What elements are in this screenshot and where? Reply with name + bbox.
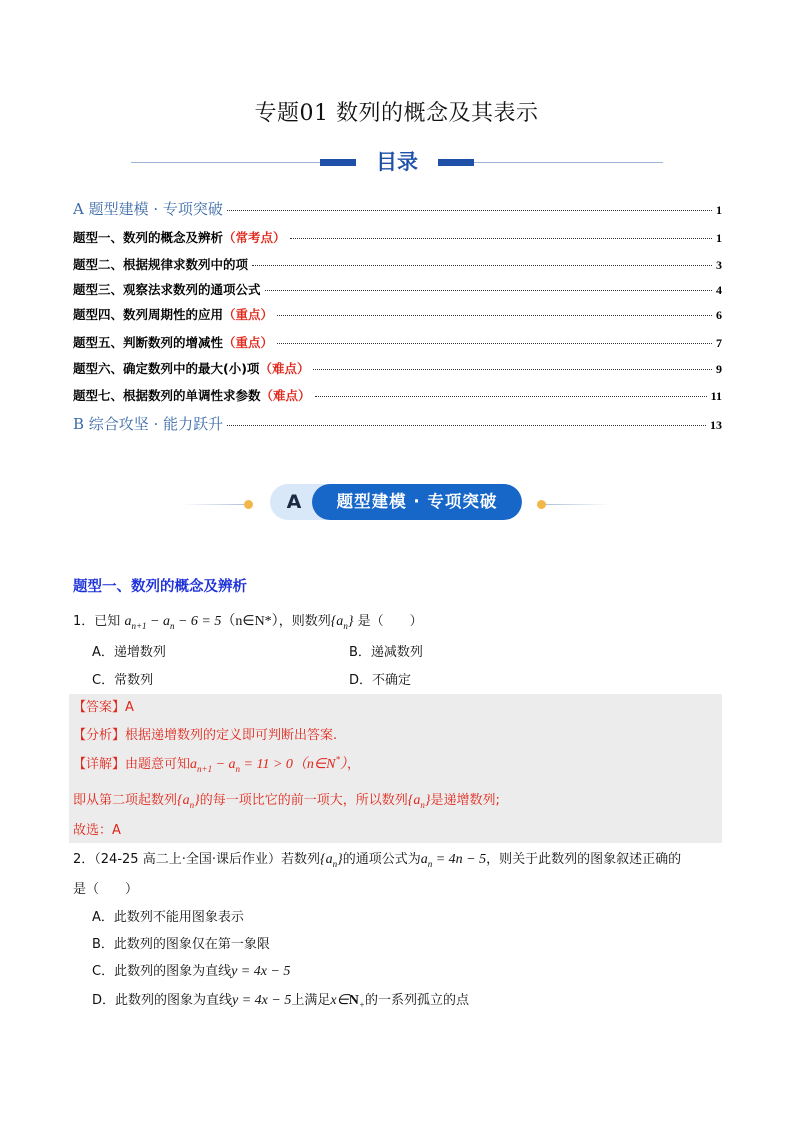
- toc-heading: 目录: [356, 146, 438, 176]
- toc-item-tag: （难点）: [260, 388, 311, 403]
- toc-leader-dots: [290, 238, 712, 239]
- q1-answer: 【答案】A: [73, 700, 134, 715]
- toc-page-number: 6: [716, 308, 722, 322]
- toc-leader-dots: [315, 396, 707, 397]
- question-2-stem: [73, 848, 681, 869]
- q1-detail-pre: 【详解】由题意可知: [73, 757, 191, 772]
- toc-item-label: B 综合攻坚 · 能力跃升: [73, 415, 224, 433]
- q1-analysis: 【分析】根据递增数列的定义即可判断出答案.: [73, 728, 338, 743]
- q1-formula: $a_{n+1} - a_n - 6 = 5$: [124, 614, 222, 631]
- q1-cond: （n∈N*）: [221, 614, 279, 629]
- q2-line2: 是（ ）: [73, 882, 139, 897]
- toc-item-label: 题型一、数列的概念及辨析: [73, 230, 224, 245]
- toc-leader-dots: [277, 343, 712, 344]
- line-formula: y = 4x − 5: [231, 964, 291, 979]
- question-number: 1．: [73, 614, 95, 629]
- q1-detail: 【详解】由题意可知$a_{n+1} - a_n = 11$ > 0（n∈N*），: [73, 754, 360, 774]
- toc-item-label: 题型七、根据数列的单调性求参数: [73, 388, 261, 403]
- question-1-stem: [73, 610, 423, 631]
- toc-item-label: 题型六、确定数列中的最大(小)项: [73, 361, 260, 376]
- question-number: 2．: [73, 852, 95, 867]
- q1-option-b: B．递减数列: [349, 645, 423, 660]
- toc-item[interactable]: [73, 255, 722, 273]
- q2-option-d: [92, 989, 469, 1010]
- banner-dot-right: [537, 500, 546, 509]
- toc-item-tag: （重点）: [223, 335, 274, 350]
- q2-option-d-mid: 上满足: [291, 993, 331, 1008]
- q2-option-d-post: 的一系列孤立的点: [364, 993, 469, 1008]
- q2-source: （24-25 高二上·全国·课后作业）若数列: [94, 852, 320, 867]
- toc-item-tag: （常考点）: [223, 230, 286, 245]
- toc-leader-dots: [313, 369, 712, 370]
- toc-page-number: 9: [716, 362, 722, 376]
- sequence-symbol: $\{a_n\}$: [407, 793, 431, 810]
- banner-line-right: [545, 504, 611, 505]
- banner-dot-left: [244, 500, 253, 509]
- toc-divider-left: [131, 162, 320, 163]
- toc-page-number: 13: [710, 418, 722, 432]
- toc-page-number: 4: [716, 283, 722, 297]
- q1-pre: 已知: [94, 614, 121, 629]
- toc-page-number: 7: [716, 336, 722, 350]
- sequence-symbol: $\{a_n\}$: [177, 793, 200, 810]
- sequence-symbol: $\{a_n\}$: [330, 614, 354, 631]
- toc-item-label: 题型二、根据规律求数列中的项: [73, 257, 249, 272]
- banner-text: 题型建模 · 专项突破: [312, 484, 522, 520]
- toc-item[interactable]: [73, 198, 722, 219]
- toc-page-number: 1: [716, 231, 722, 245]
- banner-letter: A: [286, 491, 302, 513]
- q1-option-a: A．递增数列: [92, 645, 166, 660]
- toc-item-label: 题型四、数列周期性的应用: [73, 307, 224, 322]
- toc-page-number: 11: [710, 389, 722, 403]
- page-title: 专题01 数列的概念及其表示: [254, 101, 539, 126]
- q1-detail-formula: $a_{n+1} - a_n = 11$ > 0（n∈N*）: [190, 754, 347, 774]
- q2-option-b: B．此数列的图象仅在第一象限: [92, 937, 270, 952]
- q1-detail-a: 即从第二项起数列: [73, 793, 178, 808]
- toc-item-tag: （难点）: [259, 361, 310, 376]
- toc-leader-dots: [277, 315, 712, 316]
- sequence-symbol: $\{a_n\}$: [319, 852, 343, 869]
- section-banner: [270, 484, 522, 520]
- toc-leader-dots: [227, 425, 706, 426]
- toc-item[interactable]: [73, 359, 722, 377]
- toc-leader-dots: [252, 265, 712, 266]
- toc-page-number: 1: [716, 203, 722, 217]
- toc-leader-dots: [227, 210, 712, 211]
- banner-line-left: [182, 504, 248, 505]
- q2-post: ，则关于此数列的图象叙述正确的: [486, 852, 682, 867]
- section-title: 题型一、数列的概念及辨析: [73, 579, 247, 595]
- toc-item[interactable]: [73, 228, 722, 246]
- toc-divider-right: [474, 162, 663, 163]
- toc-item[interactable]: [73, 413, 722, 434]
- q2-option-c: [92, 960, 290, 980]
- toc-item-label: A 题型建模 · 专项突破: [73, 200, 223, 218]
- domain-formula: $x\in N_+$: [330, 993, 365, 1010]
- q1-option-c: C．常数列: [92, 673, 154, 688]
- toc-item[interactable]: [73, 333, 722, 351]
- q2-option-d-text: D．此数列的图象为直线: [92, 993, 233, 1008]
- toc-item[interactable]: [73, 305, 722, 323]
- q2-option-c-text: C．此数列的图象为直线: [92, 964, 232, 979]
- q1-option-d: D．不确定: [349, 673, 412, 688]
- toc-page-number: 3: [716, 258, 722, 272]
- toc-leader-dots: [265, 290, 712, 291]
- q1-detail-line2: [73, 789, 500, 810]
- toc-item-label: 题型三、观察法求数列的通项公式: [73, 282, 261, 297]
- toc-item[interactable]: [73, 386, 722, 404]
- q2-option-a: A．此数列不能用图象表示: [92, 910, 244, 925]
- q1-detail-b: 的每一项比它的前一项大，所以数列: [199, 793, 408, 808]
- q1-detail-c: 是递增数列;: [430, 793, 500, 808]
- q1-post: 是（ ）: [357, 614, 423, 629]
- q2-formula: $a_n = 4n - 5$: [420, 852, 487, 869]
- toc-item-label: 题型五、判断数列的增减性: [73, 335, 224, 350]
- line-formula: y = 4x − 5: [232, 993, 292, 1008]
- toc-item[interactable]: [73, 280, 722, 298]
- toc-item-tag: （重点）: [223, 307, 274, 322]
- q2-mid: 的通项公式为: [342, 852, 421, 867]
- q1-mid: ，则数列: [278, 614, 331, 629]
- q1-conclusion: 故选：A: [73, 823, 121, 838]
